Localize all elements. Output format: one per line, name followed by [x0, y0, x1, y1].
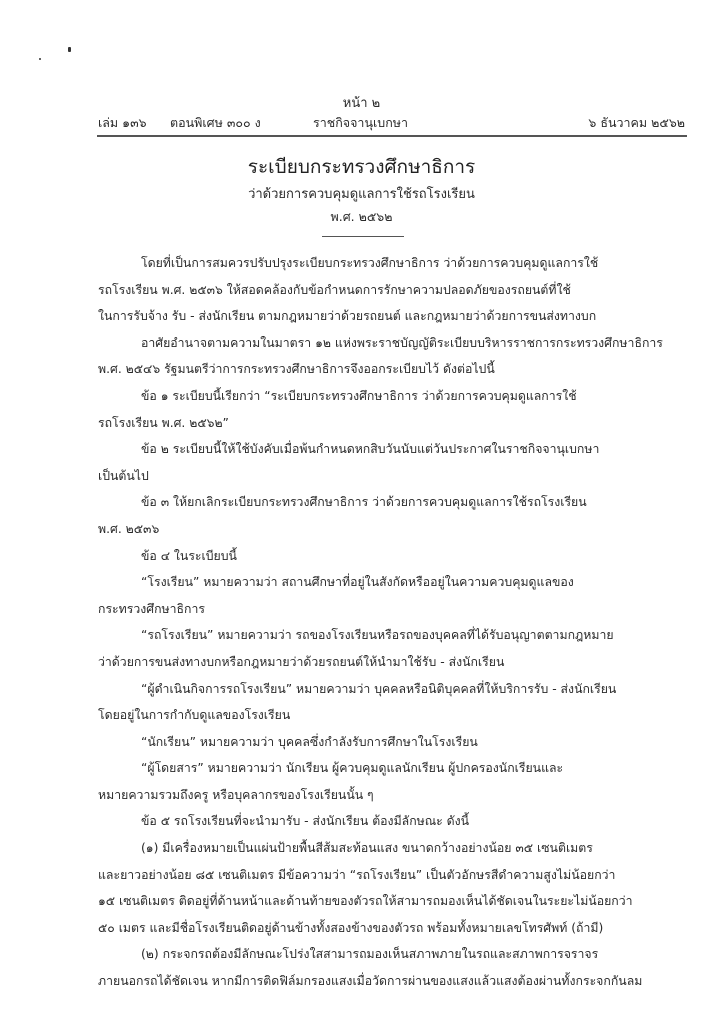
- body-line: รถโรงเรียน พ.ศ. ๒๕๖๒”: [98, 415, 229, 430]
- body-line: ว่าด้วยการขนส่งทางบกหรือกฎหมายว่าด้วยรถยนต์ให้นำมาใช้รับ - ส่งนักเรียน: [98, 654, 505, 669]
- page-number: หน้า ๒: [342, 96, 381, 111]
- body-line: ภายนอกรถได้ชัดเจน หากมีการติดฟิล์มกรองแสงเมื่อวัดการผ่านของแสงแล้วแสงต้องผ่านทั้งกระจกกันลม: [98, 974, 643, 989]
- body-line: “ผู้ดำเนินกิจการรถโรงเรียน” หมายความว่า บุคคลหรือนิติบุคคลที่ให้บริการรับ - ส่งนักเรียน: [141, 681, 617, 696]
- body-line: ๕๐ เมตร และมีชื่อโรงเรียนติดอยู่ด้านข้างทั้งสองข้างของตัวรถ พร้อมทั้งหมายเลขโทรศัพท์ (ถ้ามี): [98, 920, 604, 935]
- scan-speck: [68, 47, 71, 52]
- document-subtitle: ว่าด้วยการควบคุมดูแลการใช้รถโรงเรียน: [248, 187, 475, 202]
- body-line: ข้อ ๕ รถโรงเรียนที่จะนำมารับ - ส่งนักเรียน ต้องมีลักษณะ ดังนี้: [141, 814, 470, 829]
- body-line: ข้อ ๔ ในระเบียบนี้: [141, 548, 237, 563]
- body-line: ๑๕ เซนติเมตร ติดอยู่ที่ด้านหน้าและด้านท้ายของตัวรถให้สามารถมองเห็นได้ชัดเจนในระยะไม่น้อยกว่า: [98, 894, 633, 909]
- body-line: ข้อ ๑ ระเบียบนี้เรียกว่า “ระเบียบกระทรวงศึกษาธิการ ว่าด้วยการควบคุมดูแลการใช้: [141, 388, 577, 403]
- scan-speck: [39, 58, 41, 60]
- body-line: พ.ศ. ๒๕๔๖ รัฐมนตรีว่าการกระทรวงศึกษาธิการจึงออกระเบียบไว้ ดังต่อไปนี้: [98, 362, 495, 377]
- body-line: “รถโรงเรียน” หมายความว่า รถของโรงเรียนหรือรถของบุคคลที่ได้รับอนุญาตตามกฎหมาย: [141, 628, 614, 643]
- body-line: ข้อ ๓ ให้ยกเลิกระเบียบกระทรวงศึกษาธิการ ว่าด้วยการควบคุมดูแลการใช้รถโรงเรียน: [141, 495, 587, 510]
- body-line: อาศัยอำนาจตามความในมาตรา ๑๒ แห่งพระราชบัญญัติระเบียบบริหารราชการกระทรวงศึกษาธิการ: [141, 335, 663, 350]
- body-line: โดยอยู่ในการกำกับดูแลของโรงเรียน: [98, 708, 291, 723]
- title-divider: [322, 236, 404, 237]
- body-line: กระทรวงศึกษาธิการ: [98, 601, 205, 616]
- body-line: รถโรงเรียน พ.ศ. ๒๕๓๖ ให้สอดคล้องกับข้อกำหนดการรักษาความปลอดภัยของรถยนต์ที่ใช้: [98, 282, 571, 297]
- body-line: “นักเรียน” หมายความว่า บุคคลซึ่งกำลังรับการศึกษาในโรงเรียน: [141, 734, 478, 749]
- header-section: ตอนพิเศษ ๓๐๐ ง: [170, 115, 261, 130]
- body-line: หมายความรวมถึงครู หรือบุคลากรของโรงเรียนนั้น ๆ: [98, 787, 374, 802]
- header-volume: เล่ม ๑๓๖: [98, 115, 147, 130]
- body-line: (๒) กระจกรถต้องมีลักษณะโปร่งใสสามารถมองเห็นสภาพภายในรถและสภาพการจราจร: [141, 947, 599, 962]
- header-publication: ราชกิจจานุเบกษา: [313, 115, 409, 130]
- document-body: [98, 250, 688, 995]
- body-line: “ผู้โดยสาร” หมายความว่า นักเรียน ผู้ควบคุมดูแลนักเรียน ผู้ปกครองนักเรียนและ: [141, 761, 564, 776]
- header-divider: [97, 135, 687, 137]
- body-line: และยาวอย่างน้อย ๘๕ เซนติเมตร มีข้อความว่า “รถโรงเรียน” เป็นตัวอักษรสีดำความสูงไม่น้อยกว่า: [98, 867, 616, 882]
- body-line: “โรงเรียน” หมายความว่า สถานศึกษาที่อยู่ในสังกัดหรืออยู่ในความควบคุมดูแลของ: [141, 575, 574, 590]
- body-line: ข้อ ๒ ระเบียบนี้ให้ใช้บังคับเมื่อพ้นกำหนดหกสิบวันนับแต่วันประกาศในราชกิจจานุเบกษา: [141, 442, 600, 457]
- body-line: โดยที่เป็นการสมควรปรับปรุงระเบียบกระทรวงศึกษาธิการ ว่าด้วยการควบคุมดูแลการใช้: [141, 256, 599, 270]
- header-date: ๖ ธันวาคม ๒๕๖๒: [588, 115, 685, 130]
- body-line: เป็นต้นไป: [98, 468, 149, 483]
- body-line: ในการรับจ้าง รับ - ส่งนักเรียน ตามกฎหมายว่าด้วยรถยนต์ และกฎหมายว่าด้วยการขนส่งทางบก: [98, 309, 597, 324]
- body-line: พ.ศ. ๒๕๓๖: [98, 521, 160, 536]
- body-line: (๑) มีเครื่องหมายเป็นแผ่นป้ายพื้นสีส้มสะท้อนแสง ขนาดกว้างอย่างน้อย ๓๕ เซนติเมตร: [141, 841, 593, 856]
- document-title: ระเบียบกระทรวงศึกษาธิการ: [247, 156, 476, 178]
- document-year: พ.ศ. ๒๕๖๒: [330, 209, 393, 224]
